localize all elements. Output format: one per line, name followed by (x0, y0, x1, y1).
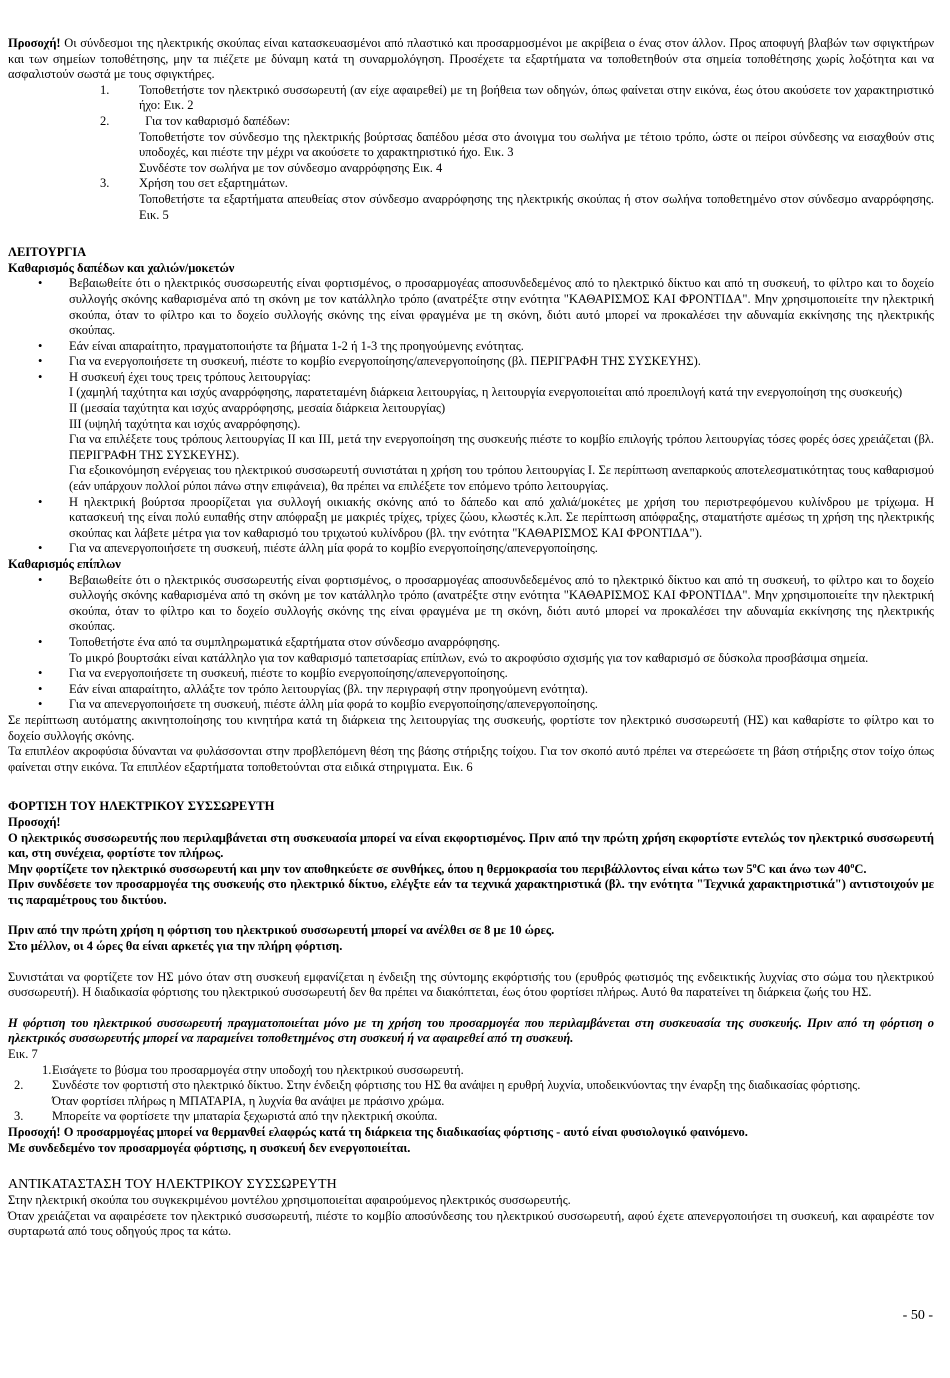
nozzles-paragraph: Τα επιπλέον ακροφύσια δύνανται να φυλάσσονται στην προβλεπόμενη θέση της βάσης στήριξης τοίχου. Για τον σκοπό αυτό πρέπει να στερεώσετε τη βάση στήριξης στον τοίχο όπως φαίνεται στην εικόνα. Τα επιπλέον εξαρτήματα τοποθετούνται στα ειδικά στηριγματα. Εικ. 6 (8, 744, 934, 774)
step-line: Τοποθετήστε τον ηλεκτρικό συσσωρευτή (αν είχε αφαιρεθεί) με τη βοήθεια των οδηγών, όπως φαίνεται στην εικόνα, έως ότου ακούσετε τον χαρακτηριστικό ήχο: Εικ. 2 (139, 82, 934, 113)
list-item (8, 635, 934, 666)
degree-sign: o (850, 860, 855, 870)
list-item-text: Για να επιλέξετε τους τρόπους λειτουργίας II και III, μετά την ενεργοποίηση της συσκευής πιέστε το κομβίο επιλογής τρόπου λειτουργίας τόσες φορές όσες χρειάζεται (βλ. ΠΕΡΙΓΡΑΦΗ ΤΗΣ ΣΥΣΚΕΥΗΣ). (69, 432, 934, 462)
list-item-text: Για να απενεργοποιήσετε τη συσκευή, πιέστε άλλη μία φορά το κομβίο ενεργοποίησης/απενεργοποίησης. (69, 697, 598, 712)
charging-step (8, 1109, 934, 1125)
step-line: Για τον καθαρισμό δαπέδων: (139, 113, 291, 128)
list-item-text: Για να ενεργοποιήσετε τη συσκευή, πιέστε το κομβίο ενεργοποίησης/απενεργοποίησης. (69, 666, 508, 681)
list-item-text: Η συσκευή έχει τους τρεις τρόπους λειτουργίας: (69, 369, 311, 384)
charging-warning-1: Ο ηλεκτρικός συσσωρευτής που περιλαμβάνεται στη συσκευασία μπορεί να είναι εκφορτισμένος. Πριν από την πρώτη χρήση εκφορτίστε εντελώς τον ηλεκτρικό συσσωρευτή και, στη συνέχεια, φορτίστε τον πλήρως. (8, 830, 934, 861)
list-item-text: Η ηλεκτρική βούρτσα προορίζεται για συλλογή οικιακής σκόνης από το δάπεδο και από χαλιά/μοκέτες με χρήση του περιστρεφόμενου κυλίνδρου με τρίχωμα. Η κατασκευή της είναι πολύ ευπαθής στην απόφραξη με μακριές τρίχες, τρίχες ζώου, κλωστές κ.λπ. Σε περίπτωση απόφραξης, σταματήστε αμέσως τη χρήση της ηλεκτρικής σκούπας και λάβετε μέτρα για τον καθαρισμό του τριχωτού κυλίνδρου (βλ. την ενότητα "ΚΑΘΑΡΙΣΜΟΣ ΚΑΙ ΦΡΟΝΤΙΔΑ"). (69, 494, 934, 540)
list-item (8, 697, 934, 713)
furniture-list (8, 573, 934, 713)
replacement-paragraph-1: Στην ηλεκτρική σκούπα του συγκεκριμένου μοντέλου χρησιμοποιείται αφαιρούμενος ηλεκτρικός συσσωρευτής. (8, 1193, 571, 1208)
list-item (8, 666, 934, 682)
intro-warning-label: Προσοχή! (8, 36, 61, 50)
list-item (8, 573, 934, 635)
bullet-icon: • (38, 354, 43, 369)
list-item-text: Εάν είναι απαραίτητο, πραγματοποιήστε τα βήματα 1-2 ή 1-3 της προηγούμενης ενότητας. (69, 338, 524, 353)
list-item-text: Τοποθετήστε ένα από τα συμπληρωματικά εξαρτήματα στον σύνδεσμο αναρρόφησης. (69, 634, 500, 649)
bullet-icon: • (38, 666, 43, 681)
charging-figure-ref: Εικ. 7 (8, 1047, 38, 1062)
charging-warning-label: Προσοχή! (8, 814, 61, 829)
step-line: Χρήση του σετ εξαρτημάτων. (139, 176, 288, 191)
replacement-heading: ΑΝΤΙΚΑΤΑΣΤΑΣΗ ΤΟΥ ΗΛΕΚΤΡΙΚΟΥ ΣΥΣΣΩΡΕΥΤΗ (8, 1177, 337, 1193)
step-line: Συνδέστε τον φορτιστή στο ηλεκτρικό δίκτυο. Στην ένδειξη φόρτισης του ΗΣ θα ανάψει η ερυθρή λυχνία, υποδεικνύοντας την έναρξη της διαδικασίας φόρτισης. (52, 1078, 861, 1093)
step-number: 3. (14, 1109, 24, 1124)
warning-2-part: C και άνω των 40 (756, 861, 851, 876)
list-item-text: Για εξοικονόμηση ενέργειας του ηλεκτρικού συσσωρευτή συνιστάται η χρήση του τρόπου λειτουργίας I. Σε περίπτωση ανεπαρκούς αποτελεσματικότητας τους καθαρισμού (εάν υπάρχουν πολλοί ρύποι πάνω στην επιφάνεια), θα πρέπει να επιλέξετε τον επόμενο τρόπο λειτουργίας. (69, 463, 934, 494)
bullet-icon: • (38, 494, 43, 509)
intro-text: Οι σύνδεσμοι της ηλεκτρικής σκούπας είναι κατασκευασμένοι από πλαστικό και προσαρμοσμένοι με ακρίβεια ο ένας στον άλλον. Προς αποφυγή βλαβών των σφιγκτήρων και των σημείων τοποθέτησης, μην τα πιέζετε με δύναμη κατά τη συναρμολόγηση. Προσέχετε τα εξαρτήματα να τοποθετηθούν στα σημεία τοποθέτησης χωρίς λοξότητα και να ασφαλιστούν σωστά με τους σφιγκτήρες. (8, 36, 934, 82)
furniture-subheading: Καθαρισμός επίπλων (8, 557, 121, 571)
charging-heading: ΦΟΡΤΙΣΗ ΤΟΥ ΗΛΕΚΤΡΙΚΟΥ ΣΥΣΣΩΡΕΥΤΗ (8, 799, 275, 814)
bullet-icon: • (38, 541, 43, 556)
charging-final-warning: Προσοχή! Ο προσαρμογέας μπορεί να θερμανθεί ελαφρώς κατά τη διάρκεια της διαδικασίας φόρτισης - αυτό είναι φυσιολογικό φαινόμενο. (8, 1125, 748, 1139)
step-number: 2. (14, 1078, 24, 1093)
bullet-icon: • (38, 681, 43, 696)
assembly-step (8, 176, 934, 223)
step-number: 2. (100, 113, 110, 128)
step-line: Τοποθετήστε τον σύνδεσμο της ηλεκτρικής βούρτσας δαπέδου μέσα στο άνοιγμα του σωλήνα με τέτοιο τρόπο, ώστε οι πείροι σύνδεσης να εισαχθούν στις υποδοχές, και πιέστε την μέχρι να ακούσετε το χαρακτηριστικό ήχο. Εικ. 3 (139, 129, 934, 160)
charging-recommendation: Συνιστάται να φορτίζετε τον ΗΣ μόνο όταν στη συσκευή εμφανίζεται η ένδειξη της σύντομης εκφόρτισής του (ερυθρός φωτισμός της ενδεικτικής λυχνίας στο σώμα του ηλεκτρικού συσσωρευτή). Η διαδικασία φόρτισης του ηλεκτρικού συσσωρευτή δεν θα πρέπει να διακόπτεται, έως ότου φορτίσει πλήρως. Αυτό θα παρατείνει τη διάρκεια ζωής του ΗΣ. (8, 969, 934, 1000)
charging-time-1: Πριν από την πρώτη χρήση η φόρτιση του ηλεκτρικού συσσωρευτή μπορεί να ανέλθει σε 8 με 10 ώρες. (8, 923, 555, 938)
list-item-text: II (μεσαία ταχύτητα και ισχύς αναρρόφησης, μεσαία διάρκεια λειτουργίας) (69, 401, 446, 416)
degree-sign: o (752, 860, 757, 870)
page-number: - 50 - (902, 1308, 933, 1323)
list-item (8, 370, 934, 495)
step-line: Όταν φορτίσει πλήρως η ΜΠΑΤΑΡΙΑ, η λυχνία θα ανάψει με πράσινο χρώμα. (52, 1093, 445, 1108)
warning-2-part: Μην φορτίζετε τον ηλεκτρικό συσσωρευτή και μην τον αποθηκεύετε σε συνθήκες, όπου η θερμοκρασία του περιβάλλοντος είναι κάτω των 5 (8, 861, 753, 876)
list-item (8, 495, 934, 542)
floors-list (8, 276, 934, 557)
charging-step (8, 1078, 934, 1109)
list-item-text: Για να απενεργοποιήσετε τη συσκευή, πιέστε άλλη μία φορά το κομβίο ενεργοποίησης/απενεργοποίησης. (69, 541, 598, 556)
floors-subheading: Καθαρισμός δαπέδων και χαλιών/μοκετών (8, 260, 235, 275)
list-item (8, 276, 934, 338)
bullet-icon: • (38, 276, 43, 291)
bullet-icon: • (38, 697, 43, 712)
list-item-text: Εάν είναι απαραίτητο, αλλάξτε τον τρόπο λειτουργίας (βλ. την περιγραφή στην προηγούμενη ενότητα). (69, 681, 588, 696)
step-line: Μπορείτε να φορτίσετε την μπαταρία ξεχωριστά από την ηλεκτρική σκούπα. (52, 1109, 438, 1124)
step-number: 1. (100, 82, 110, 97)
list-item-text: Βεβαιωθείτε ότι ο ηλεκτρικός συσσωρευτής είναι φορτισμένος, ο προσαρμογέας αποσυνδεδεμένος από το ηλεκτρικό δίκτυο και από τη συσκευή, το φίλτρο και το δοχείο συλλογής σκόνης καθαρισμένα από τη σκόνη με τον κατάλληλο τρόπο (ανατρέξτε στην ενότητα "ΚΑΘΑΡΙΣΜΟΣ ΚΑΙ ΦΡΟΝΤΙΔΑ". Μην χρησιμοποιείτε την ηλεκτρική σκούπα, όταν το φίλτρο και το δοχείο συλλογής σκόνης της είναι φραγμένα με τη σκόνη, διότι αυτό μπορεί να προκαλέσει την αδυναμία εκκίνησης της ηλεκτρικής σκούπας. (69, 572, 934, 634)
list-item (8, 339, 934, 355)
assembly-step (8, 114, 934, 176)
list-item-text: I (χαμηλή ταχύτητα και ισχύς αναρρόφησης, παρατεταμένη διάρκεια λειτουργίας, η λειτουργία ενεργοποιείται από προεπιλογή κατά την ενεργοποίηση της συσκευής) (69, 385, 903, 400)
bullet-icon: • (38, 572, 43, 587)
bullet-icon: • (38, 369, 43, 384)
list-item-text: Το μικρό βουρτσάκι είναι κατάλληλο για τον καθαρισμό ταπετσαρίας επίπλων, ενώ το ακροφύσιο σχισμής για τον καθαρισμό σε δύσκολα προσβάσιμα σημεία. (69, 650, 869, 665)
charging-warning-3: Πριν συνδέσετε τον προσαρμογέα της συσκευής στο ηλεκτρικό δίκτυο, ελέγξτε εάν τα τεχνικά χαρακτηριστικά (βλ. την ενότητα "Τεχνικά χαρακτηριστικά") αντιστοιχούν με τις παραμέτρους του δικτύου. (8, 877, 934, 907)
step-line: Τοποθετήστε τα εξαρτήματα απευθείας στον σύνδεσμο αναρρόφησης της ηλεκτρικής σκούπας ή στον σωλήνα τοποθετημένο στον σύνδεσμο αναρρόφησης. Εικ. 5 (139, 191, 934, 222)
assembly-steps (8, 83, 934, 223)
bullet-icon: • (38, 634, 43, 649)
step-number: 3. (100, 176, 110, 191)
replacement-paragraph-2: Όταν χρειάζεται να αφαιρέσετε τον ηλεκτρικό συσσωρευτή, πιέστε το κομβίο αποσύνδεσης του ηλεκτρικού συσσωρευτή, αφού έχετε απενεργοποιήσει τη συσκευή, και αφαιρέστε τον συρταρωτά από τους οδηγούς προς τα κάτω. (8, 1208, 934, 1239)
intro-paragraph (8, 36, 934, 83)
step-line: Εισάγετε το βύσμα του προσαρμογέα στην υποδοχή του ηλεκτρικού συσσωρευτή. (52, 1062, 464, 1077)
charging-italic-note: Η φόρτιση του ηλεκτρικού συσσωρευτή πραγματοποιείται μόνο με τη χρήση του προσαρμογέα που περιλαμβάνεται στη συσκευασία της συσκευής. Πριν από τη φόρτιση ο ηλεκτρικός συσσωρευτής μπορεί να παραμείνει τοποθετημένος στη συσκευή ή να αφαιρεθεί από τη συσκευή. (8, 1015, 934, 1046)
charging-time-2: Στο μέλλον, οι 4 ώρες θα είναι αρκετές για την πλήρη φόρτιση. (8, 939, 343, 954)
charging-final-note: Με συνδεδεμένο τον προσαρμογέα φόρτισης, η συσκευή δεν ενεργοποιείται. (8, 1140, 411, 1155)
list-item (8, 354, 934, 370)
list-item-text: Βεβαιωθείτε ότι ο ηλεκτρικός συσσωρευτής είναι φορτισμένος, ο προσαρμογέας αποσυνδεδεμένος από το ηλεκτρικό δίκτυο και από τη συσκευή, το φίλτρο και το δοχείο συλλογής σκόνης καθαρισμένα από τη σκόνη με τον κατάλληλο τρόπο (ανατρέξτε στην ενότητα "ΚΑΘΑΡΙΣΜΟΣ ΚΑΙ ΦΡΟΝΤΙΔΑ". Μην χρησιμοποιείτε την ηλεκτρική σκούπα, όταν το φίλτρο και το δοχείο συλλογής σκόνης της είναι φραγμένα με τη σκόνη, διότι αυτό μπορεί να προκαλέσει την αδυναμία εκκίνησης της ηλεκτρικής σκούπας. (69, 276, 934, 338)
document-page (8, 36, 934, 1240)
auto-stop-paragraph: Σε περίπτωση αυτόματης ακινητοποίησης του κινητήρα κατά τη διάρκεια της λειτουργίας της συσκευής, φορτίστε τον ηλεκτρικό συσσωρευτή (ΗΣ) και καθαρίστε το φίλτρο και το δοχείο συλλογής σκόνης. (8, 712, 934, 743)
step-line: Συνδέστε τον σωλήνα με τον σύνδεσμο αναρρόφησης Εικ. 4 (139, 160, 443, 175)
assembly-step (8, 83, 934, 114)
step-number: 1. (42, 1062, 52, 1077)
list-item (8, 541, 934, 557)
charging-warning-2 (8, 862, 934, 878)
warning-2-part: C. (854, 861, 867, 876)
operation-heading: ΛΕΙΤΟΥΡΓΙΑ (8, 245, 87, 260)
charging-steps (8, 1063, 934, 1125)
list-item-text: III (υψηλή ταχύτητα και ισχύς αναρρόφησης). (69, 416, 301, 431)
list-item-text: Για να ενεργοποιήσετε τη συσκευή, πιέστε το κομβίο ενεργοποίησης/απενεργοποίησης (βλ. ΠΕΡΙΓΡΑΦΗ ΤΗΣ ΣΥΣΚΕΥΗΣ). (69, 354, 701, 369)
charging-step (8, 1063, 934, 1079)
bullet-icon: • (38, 338, 43, 353)
list-item (8, 682, 934, 698)
